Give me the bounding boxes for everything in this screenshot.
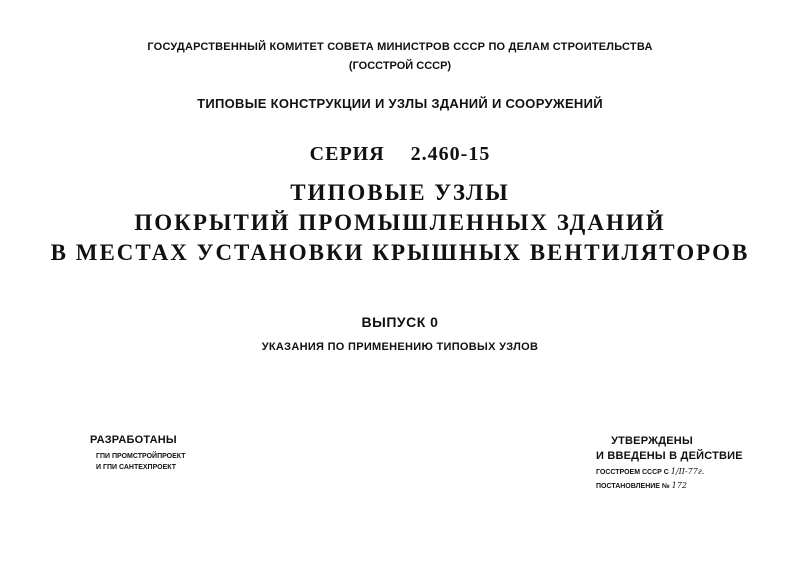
approval-block (596, 434, 743, 492)
decree-number: 172 (671, 481, 687, 490)
title-line-2: ПОКРЫТИЙ ПРОМЫШЛЕННЫХ ЗДАНИЙ (134, 210, 666, 235)
approval-authority-line (596, 466, 743, 478)
issue-label: ВЫПУСК 0 (361, 314, 439, 330)
developed-heading: РАЗРАБОТАНЫ (90, 434, 177, 446)
decree-line (596, 480, 743, 492)
enacted-heading: И ВВЕДЕНЫ В ДЕЙСТВИЕ (596, 450, 743, 462)
authority-label: ГОССТРОЕМ СССР С (596, 469, 669, 476)
document-category: ТИПОВЫЕ КОНСТРУКЦИИ И УЗЛЫ ЗДАНИЙ И СООРУЖЕНИЙ (197, 96, 603, 111)
agency-name: ГОСУДАРСТВЕННЫЙ КОМИТЕТ СОВЕТА МИНИСТРОВ СССР ПО ДЕЛАМ СТРОИТЕЛЬСТВА (147, 41, 653, 53)
decree-label: ПОСТАНОВЛЕНИЕ № (596, 483, 670, 490)
agency-abbreviation: (ГОССТРОЙ СССР) (348, 60, 452, 72)
series-number: 2.460-15 (410, 143, 491, 165)
series-line (0, 143, 800, 166)
developed-by-block (90, 434, 186, 473)
approved-heading: УТВЕРЖДЕНЫ (611, 435, 693, 447)
title-line-3: В МЕСТАХ УСТАНОВКИ КРЫШНЫХ ВЕНТИЛЯТОРОВ (50, 240, 750, 265)
title-line-1: ТИПОВЫЕ УЗЛЫ (290, 180, 510, 205)
developer-org-2: И ГПИ САНТЕХПРОЕКТ (96, 464, 177, 471)
developer-org-1: ГПИ ПРОМСТРОЙПРОЕКТ (96, 453, 186, 460)
approval-date: 1/II-77г. (670, 467, 705, 476)
issue-subject: УКАЗАНИЯ ПО ПРИМЕНЕНИЮ ТИПОВЫХ УЗЛОВ (261, 341, 539, 353)
series-label: СЕРИЯ (309, 143, 385, 165)
